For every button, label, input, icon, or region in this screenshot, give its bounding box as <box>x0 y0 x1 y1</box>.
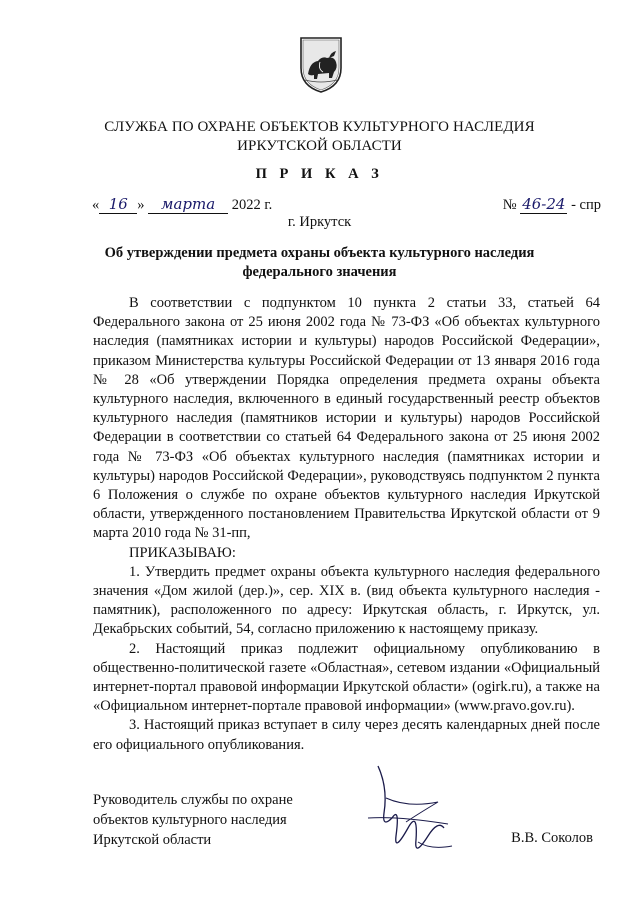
order-word: ПРИКАЗЫВАЮ: <box>129 544 236 561</box>
signatory-title <box>93 790 293 850</box>
city: г. Иркутск <box>287 214 352 230</box>
clause-1: 1. Утвердить предмет охраны объекта культурного наследия федерального значения «Дом жилой (дер.)», сер. XIX в. (вид объекта культурного наследия - памятник), расположенного по адресу: Иркутская область, г. Иркутск, ул. Декабрьских событий, 54, согласно приложению к настоящему приказу. <box>93 563 600 638</box>
clause-2: 2. Настоящий приказ подлежит официальному опубликованию в общественно-политической газете «Областная», сетевом издании «Официальный интернет-портал правовой информации Иркутской области» (ogirk.ru), а также на «Официальном интернет-портале правовой информации» (www.pravo.gov.ru). <box>93 640 600 715</box>
subject-line1: Об утверждении предмета охраны объекта культурного наследия <box>104 245 535 261</box>
subject-line2: федерального значения <box>242 264 397 280</box>
signature-icon <box>348 758 468 868</box>
order-subject <box>100 244 539 282</box>
preamble-paragraph: В соответствии с подпунктом 10 пункта 2 статьи 33, статьей 64 Федерального закона от 25 июня 2002 года № 73-ФЗ «Об объектах культурного наследия (памятниках истории и культуры) народов Российской Федерации», приказом Министерства культуры Российской Федерации от 13 января 2016 года № 28 «Об утверждении Порядка определения предмета охраны объекта культурного наследия, включенного в единый государственный реестр объектов культурного наследия (памятников истории и культуры) народов Российской Федерации в соответствии со статьей 64 Федерального закона от 25 июня 2002 года № 73-ФЗ «Об объектах культурного наследия (памятниках истории и культуры) народов Российской Федерации», руководствуясь подпунктом 2 пункта 6 Положения о службе по охране объектов культурного наследия Иркутской области, утвержденного постановлением Правительства Иркутской области от 9 марта 2010 года № 31-пп, <box>93 295 600 542</box>
order-body <box>93 294 600 755</box>
quote-open: « <box>92 197 100 213</box>
number-value: 46-24 <box>522 195 566 213</box>
date-month: марта <box>148 195 228 214</box>
date-year: 2022 г. <box>231 197 273 213</box>
date-day: 16 <box>99 195 137 214</box>
number-suffix: - спр <box>571 197 601 213</box>
order-date <box>92 195 272 215</box>
signatory-name: В.В. Соколов <box>511 830 593 846</box>
coat-of-arms-icon <box>296 34 346 94</box>
number-prefix: № <box>502 197 517 213</box>
signatory-line2: объектов культурного наследия <box>93 812 287 828</box>
org-name-line1: СЛУЖБА ПО ОХРАНЕ ОБЪЕКТОВ КУЛЬТУРНОГО НАСЛЕДИЯ <box>104 119 535 135</box>
quote-close: » <box>137 197 145 213</box>
clause-3: 3. Настоящий приказ вступает в силу через десять календарных дней после его официального опубликования. <box>93 717 600 753</box>
signatory-line1: Руководитель службы по охране <box>93 792 293 808</box>
org-name-line2: ИРКУТСКОЙ ОБЛАСТИ <box>237 138 402 154</box>
doc-type-title: П Р И К А З <box>255 166 384 182</box>
order-number <box>503 195 601 214</box>
signatory-line3: Иркутской области <box>93 832 212 848</box>
